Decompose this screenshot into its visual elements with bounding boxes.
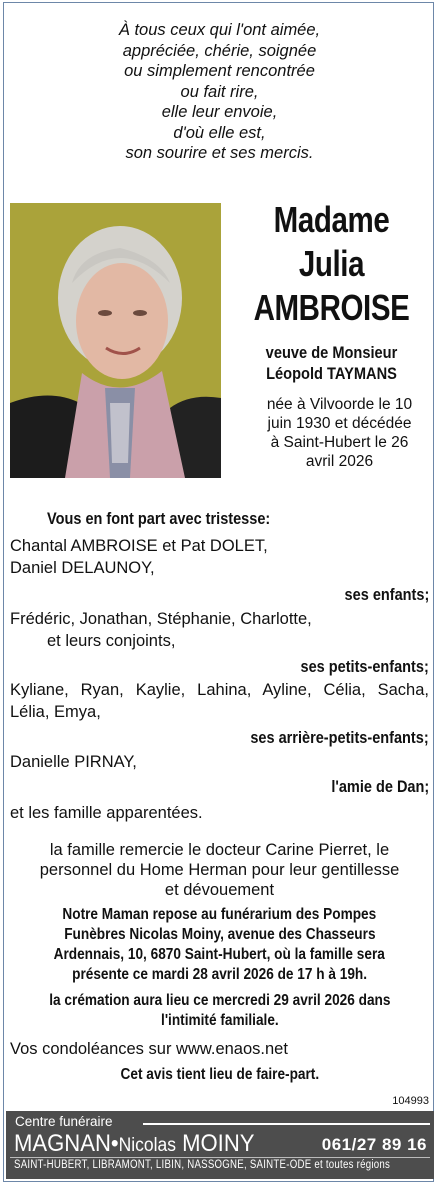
reference-number: 104993 (392, 1095, 429, 1107)
thanks-section (10, 840, 429, 900)
thanks-line: la famille remercie le docteur Carine Pierret, le (49, 841, 390, 859)
poem (40, 20, 399, 164)
places-text: SAINT-HUBERT, LIBRAMONT, LIBIN, NASSOGNE, SAINTE-ODE (14, 1159, 312, 1171)
birth-line: née à Vilvoorde le 10 (266, 396, 413, 413)
poem-line: ou simplement rencontrée (124, 62, 315, 80)
grandchildren-line-1: Frédéric, Jonathan, Stéphanie, Charlotte, (10, 610, 312, 628)
notice-line: Cet avis tient lieu de faire-part. (120, 1066, 319, 1083)
banner-divider (143, 1123, 430, 1125)
great-grandchildren-line-1: Kyliane, Ryan, Kaylie, Lahina, Ayline, Célia, Sacha, (10, 681, 429, 699)
rest-line: Funèbres Nicolas Moiny, avenue des Chasseurs (63, 926, 376, 943)
poem-line: appréciée, chérie, soignée (122, 41, 317, 60)
name-moiny: MOINY (182, 1130, 255, 1157)
places-tail: et toutes régions (314, 1159, 391, 1171)
friend-label: l'amie de Dan; (331, 778, 429, 796)
grandchildren-line-2: et leurs conjoints, (47, 632, 176, 650)
banner-tab: Centre funéraire (10, 1113, 143, 1130)
rest-line: Notre Maman repose au funérarium des Pompes (62, 906, 377, 923)
poem-line: d'où elle est, (173, 123, 266, 142)
friend-line: Danielle PIRNAY, (10, 753, 137, 771)
poem-line: ou fait rire, (180, 82, 259, 101)
deceased-first-name: Julia (298, 243, 365, 284)
bullet-separator: • (110, 1130, 119, 1157)
portrait-illustration (10, 203, 221, 478)
great-grandchildren-line-2: Lélia, Emya, (10, 703, 101, 721)
deceased-last-name: AMBROISE (253, 287, 410, 328)
notice-section (10, 1064, 429, 1086)
rest-section (10, 905, 429, 985)
poem-line: À tous ceux qui l'ont aimée, (118, 21, 321, 39)
cremation-line: la crémation aura lieu ce mercredi 29 avril 2026 dans (48, 992, 391, 1009)
thanks-line: et dévouement (164, 881, 275, 899)
phone-number: 061/27 89 16 (321, 1135, 427, 1154)
funeral-home-name (14, 1130, 254, 1160)
name-magnan: MAGNAN (14, 1130, 111, 1157)
spouse-line-2: Léopold TAYMANS (266, 364, 397, 383)
cremation-section (10, 991, 429, 1031)
deceased-title: Madame (273, 199, 390, 240)
deceased-block (228, 198, 435, 471)
portrait-photo (10, 203, 221, 478)
children-line-2: Daniel DELAUNOY, (10, 559, 155, 577)
children-line-1: Chantal AMBROISE et Pat DOLET, (10, 537, 268, 555)
name-nicolas: Nicolas (118, 1135, 176, 1156)
funeral-home-banner (6, 1111, 434, 1179)
family-section (10, 508, 429, 824)
birth-line: juin 1930 et décédée (267, 415, 412, 432)
birth-line: avril 2026 (305, 453, 374, 470)
children-label: ses enfants; (344, 586, 429, 604)
poem-line: son sourire et ses mercis. (125, 144, 314, 162)
poem-line: elle leur envoie, (161, 103, 278, 121)
rest-line: présente ce mardi 28 avril 2026 de 17 h à 19h. (72, 966, 367, 983)
cremation-line: l'intimité familiale. (160, 1012, 279, 1029)
thanks-line: personnel du Home Herman pour leur gentillesse (39, 861, 400, 879)
birth-death-info (228, 395, 435, 471)
places-list (14, 1158, 390, 1173)
birth-line: à Saint-Hubert le 26 (270, 434, 409, 451)
great-grandchildren-label: ses arrière-petits-enfants; (250, 729, 429, 747)
spouse-line-1: veuve de Monsieur (265, 343, 398, 362)
announce-line: Vous en font part avec tristesse: (47, 510, 271, 528)
rest-line: Ardennais, 10, 6870 Saint-Hubert, où la famille sera (53, 946, 386, 963)
condolences-line: Vos condoléances sur www.enaos.net (10, 1040, 288, 1058)
spouse-line (242, 342, 420, 384)
related-line: et les famille apparentées. (10, 804, 203, 822)
grandchildren-label: ses petits-enfants; (300, 658, 429, 676)
